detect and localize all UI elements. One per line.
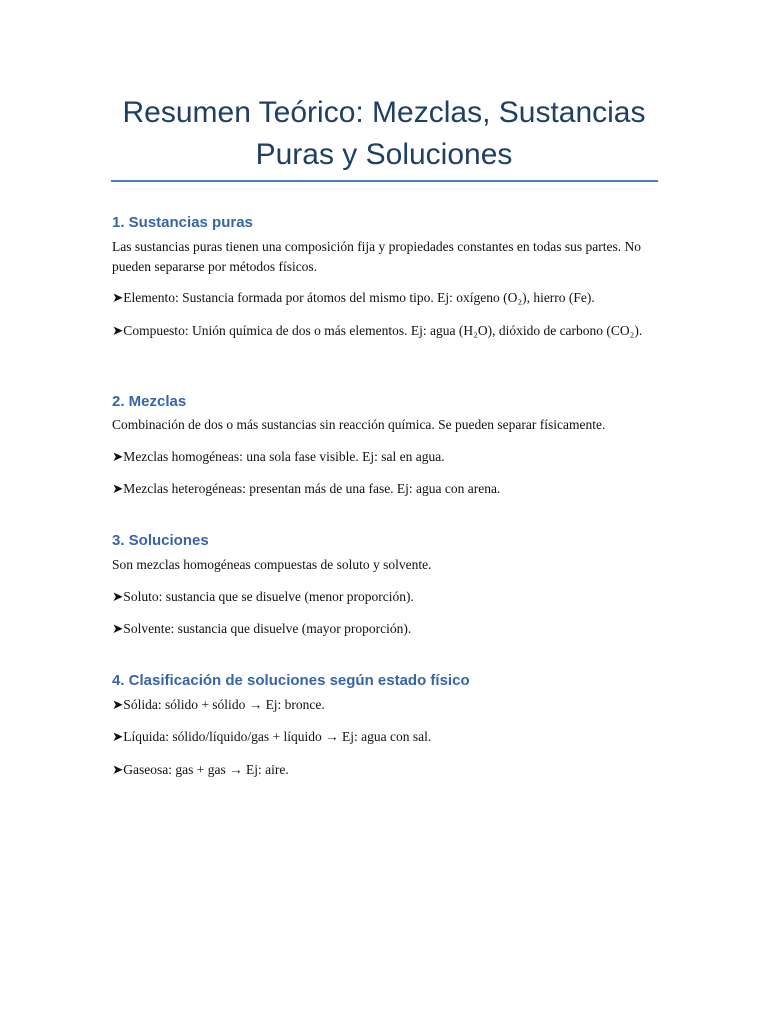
page-title: Resumen Teórico: Mezclas, Sustancias Puras y Soluciones [122, 96, 646, 171]
section-intro-soluciones: Son mezclas homogéneas compuestas de soluto y solvente. [112, 557, 432, 572]
section-heading-clasificacion: 4. Clasificación de soluciones según estado físico [112, 672, 470, 689]
section-heading-sustancias-puras: 1. Sustancias puras [112, 214, 253, 231]
bullet-compuesto: ➤Compuesto: Unión química de dos o más elementos. Ej: agua (H₂O), dióxido de carbono (CO₂). [112, 323, 643, 338]
bullet-mezclas-homogeneas: ➤Mezclas homogéneas: una sola fase visible. Ej: sal en agua. [112, 449, 445, 464]
bullet-gaseosa: ➤Gaseosa: gas + gas → Ej: aire. [112, 762, 289, 777]
section-heading-soluciones: 3. Soluciones [112, 532, 209, 549]
section-intro-sustancias-puras: Las sustancias puras tienen una composición fija y propiedades constantes en todas sus partes. No pueden separarse por métodos físicos. [112, 239, 641, 274]
section-intro-mezclas: Combinación de dos o más sustancias sin reacción química. Se pueden separar físicamente. [112, 417, 606, 432]
bullet-solida: ➤Sólida: sólido + sólido → Ej: bronce. [112, 697, 325, 712]
bullet-liquida: ➤Líquida: sólido/líquido/gas + líquido → Ej: agua con sal. [112, 729, 432, 744]
bullet-elemento: ➤Elemento: Sustancia formada por átomos del mismo tipo. Ej: oxígeno (O₂), hierro (Fe). [112, 290, 595, 305]
section-heading-mezclas: 2. Mezclas [112, 393, 187, 410]
title-underline [111, 180, 658, 182]
bullet-mezclas-heterogeneas: ➤Mezclas heterogéneas: presentan más de una fase. Ej: agua con arena. [112, 481, 501, 496]
bullet-soluto: ➤Soluto: sustancia que se disuelve (menor proporción). [112, 589, 414, 604]
bullet-solvente: ➤Solvente: sustancia que disuelve (mayor proporción). [112, 621, 412, 636]
